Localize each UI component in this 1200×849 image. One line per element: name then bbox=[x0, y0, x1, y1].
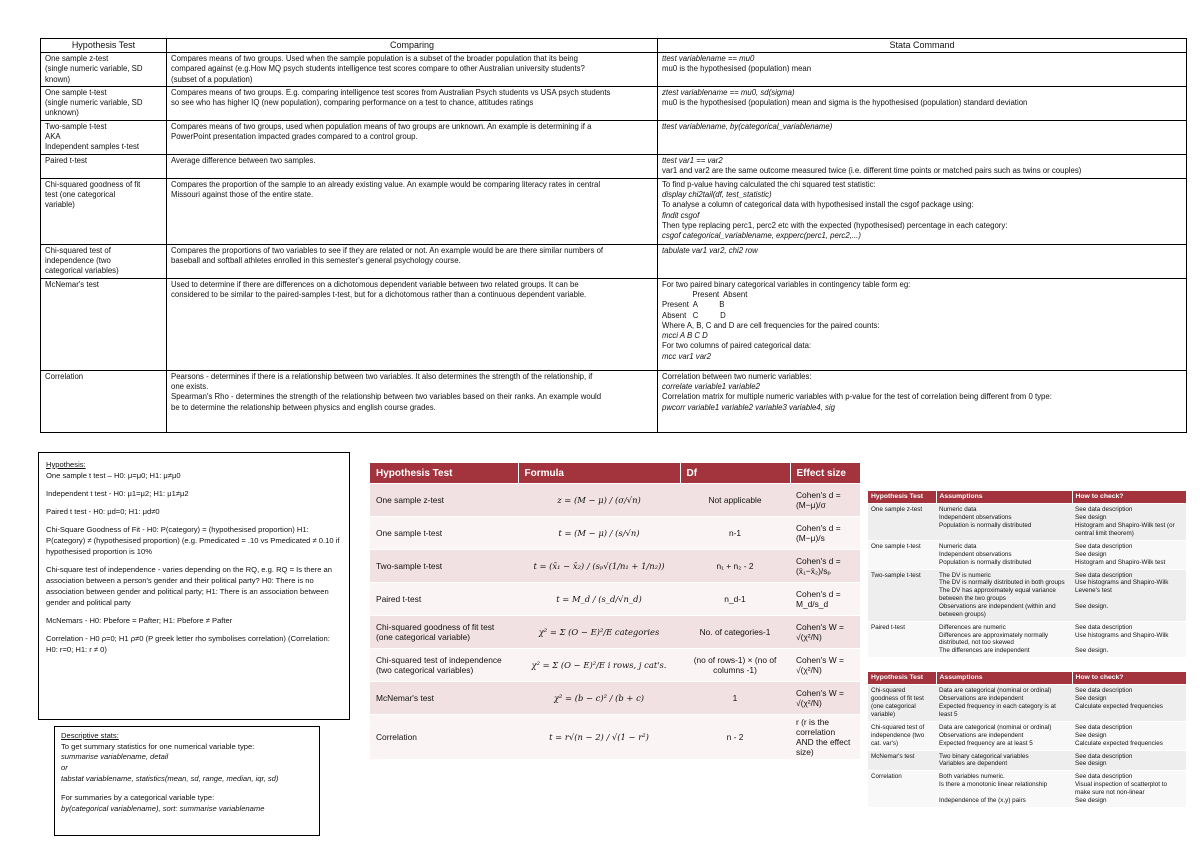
command-line: pwcorr variable1 variable2 variable3 variable4, sig bbox=[662, 402, 835, 412]
command-line: display chi2tail(df, test_statistic) bbox=[662, 189, 772, 199]
table-row bbox=[868, 540, 1186, 569]
main-table-header bbox=[41, 39, 1187, 53]
header-comparing: Comparing bbox=[167, 39, 658, 53]
assumptions-table-1 bbox=[868, 491, 1187, 657]
test-name-line: (single numeric variable, SD bbox=[45, 64, 143, 74]
table-row bbox=[41, 154, 1187, 178]
assumption-test-cell: One sample z-test bbox=[868, 504, 936, 540]
assumptions-table-2 bbox=[868, 672, 1187, 807]
comparing-line: Compares the proportion of the sample to an already existing value. An example would be comparing literacy rates in central bbox=[171, 179, 601, 189]
check-list-cell bbox=[1072, 750, 1186, 771]
assumption-line: Observations are independent bbox=[939, 695, 1024, 703]
table-row bbox=[41, 370, 1187, 432]
hypothesis-test-cell bbox=[41, 178, 167, 244]
assumption-line: The DV has approximately equal variance between the two groups bbox=[939, 587, 1058, 603]
check-line: Calculate expected frequencies bbox=[1075, 739, 1163, 747]
comparing-line: so see who has higher IQ (new population), comparing performance on a test to chance, attitudes ratings bbox=[171, 98, 534, 108]
comparing-cell bbox=[167, 86, 658, 120]
command-line: findit csgof bbox=[662, 210, 700, 220]
table-row bbox=[868, 721, 1186, 750]
formula-cell: χ² = (b − c)² / (b + c) bbox=[518, 682, 680, 715]
command-line: To analyse a column of categorical data with hypothesised install the csgof package using: bbox=[662, 200, 974, 210]
hypothesis-paragraph: Correlation - H0 ρ=0; H1 ρ≠0 (P greek letter rho symbolises correlation) (Correlation: H0: r=0; H1: r ≠ 0) bbox=[46, 634, 330, 654]
df-cell: n₁ + n₂ - 2 bbox=[680, 550, 790, 583]
formula-cell: t = r√(n − 2) / √(1 − r²) bbox=[518, 715, 680, 760]
hypothesis-paragraph: McNemars - H0: Pbefore = Pafter; H1: Pbefore ≠ Pafter bbox=[46, 616, 233, 625]
assumption-line bbox=[939, 789, 1069, 797]
effect-size-cell: Cohen's d = (M−μ)/s bbox=[790, 517, 860, 550]
table-row bbox=[370, 484, 860, 517]
formula-header-test: Hypothesis Test bbox=[370, 463, 518, 484]
assumption-list-cell bbox=[936, 540, 1072, 569]
assumption-line: The DV is normally distributed in both groups bbox=[939, 579, 1065, 587]
table-row bbox=[370, 550, 860, 583]
command-line: mcc var1 var2 bbox=[662, 351, 711, 361]
command-line: To find p-value having calculated the chi squared test statistic: bbox=[662, 179, 876, 189]
assumption-test-cell: Two-sample t-test bbox=[868, 569, 936, 621]
assumption-line: Data are categorical (nominal or ordinal) bbox=[939, 723, 1052, 731]
hypothesis-list bbox=[46, 470, 342, 655]
descriptive-line: For summaries by a categorical variable type: bbox=[61, 793, 215, 803]
table-row bbox=[370, 649, 860, 682]
assumption-line: Observations are independent bbox=[939, 731, 1024, 739]
assumption-line: Data are categorical (nominal or ordinal) bbox=[939, 687, 1052, 695]
check-line: Visual inspection of scatterplot to make sure not non-linear bbox=[1075, 781, 1169, 796]
table-row bbox=[370, 715, 860, 760]
assumption-line: Differences are numeric bbox=[939, 623, 1006, 631]
check-line: See data description bbox=[1075, 773, 1133, 781]
stata-command-cell bbox=[658, 370, 1187, 432]
formula-table bbox=[370, 463, 861, 759]
assumptions-1-header bbox=[868, 491, 1186, 504]
table-row bbox=[868, 685, 1186, 721]
check-list-cell bbox=[1072, 771, 1186, 807]
check-line: See design bbox=[1075, 796, 1107, 804]
assumption-line: Independent observations bbox=[939, 550, 1012, 558]
check-line: See design. bbox=[1075, 603, 1109, 611]
formula-cell: z = (M − μ) / (σ/√n) bbox=[518, 484, 680, 517]
descriptive-line: or bbox=[61, 762, 68, 772]
test-name-line: Chi-squared goodness of fit bbox=[45, 179, 141, 189]
table-row bbox=[370, 517, 860, 550]
descriptive-line bbox=[61, 784, 313, 793]
assumption-test-cell: Chi-squared goodness of fit test (one categorical variable) bbox=[868, 685, 936, 721]
comparing-cell bbox=[167, 278, 658, 370]
check-line: Calculate expected frequencies bbox=[1075, 703, 1163, 711]
test-name-line: McNemar's test bbox=[45, 279, 99, 289]
command-line: mu0 is the hypothesised (population) mean bbox=[662, 64, 812, 74]
assumption-test-cell: One sample t-test bbox=[868, 540, 936, 569]
table-row bbox=[868, 750, 1186, 771]
assumption-list-cell bbox=[936, 771, 1072, 807]
command-line: Present A B bbox=[662, 300, 725, 310]
command-line: ttest variablename, by(categorical_variablename) bbox=[662, 121, 833, 131]
assumptions-2-header-check: How to check? bbox=[1072, 672, 1186, 685]
assumption-test-cell: McNemar's test bbox=[868, 750, 936, 771]
formula-test-cell: One sample z-test bbox=[370, 484, 518, 517]
assumption-line: Independence of the (x,y) pairs bbox=[939, 796, 1026, 804]
df-cell: 1 bbox=[680, 682, 790, 715]
test-name-line: One sample z-test bbox=[45, 54, 109, 63]
formula-test-cell: Paired t-test bbox=[370, 583, 518, 616]
table-row bbox=[868, 621, 1186, 657]
table-row bbox=[41, 86, 1187, 120]
command-line: ttest var1 == var2 bbox=[662, 155, 723, 165]
df-cell: No. of categories-1 bbox=[680, 616, 790, 649]
check-list-cell bbox=[1072, 504, 1186, 540]
command-line: csgof categorical_variablename, expperc(perc1, perc2,...) bbox=[662, 231, 861, 241]
hypothesis-paragraph: One sample t test – H0: μ=μ0; H1: μ≠μ0 bbox=[46, 471, 181, 480]
descriptive-line: To get summary statistics for one numerical variable type: bbox=[61, 741, 255, 751]
command-line: For two paired binary categorical variables in contingency table form eg: bbox=[662, 279, 911, 289]
assumption-line: The differences are independent bbox=[939, 647, 1030, 655]
descriptive-line: tabstat variablename, statistics(mean, sd, range, median, iqr, sd) bbox=[61, 773, 279, 783]
check-line: Use histograms and Shapiro-Wilk bbox=[1075, 579, 1169, 587]
formula-test-cell: One sample t-test bbox=[370, 517, 518, 550]
check-list-cell bbox=[1072, 569, 1186, 621]
check-line: See data description bbox=[1075, 506, 1133, 514]
assumptions-1-header-check: How to check? bbox=[1072, 491, 1186, 504]
effect-size-cell: Cohen's d = M_d/s_d bbox=[790, 583, 860, 616]
comparing-line: Used to determine if there are differences on a dichotomous dependent variable between two related groups. It can be bbox=[171, 279, 579, 289]
assumption-line: Two binary categorical variables bbox=[939, 752, 1029, 760]
df-cell: n-1 bbox=[680, 517, 790, 550]
effect-size-cell: Cohen's W = √(χ²/N) bbox=[790, 649, 860, 682]
formula-cell: χ² = Σ (O − E)²/E i rows, j cat's. bbox=[518, 649, 680, 682]
assumptions-2-header-test: Hypothesis Test bbox=[868, 672, 936, 685]
command-line: ztest variablename == mu0, sd(sigma) bbox=[662, 87, 795, 97]
table-row bbox=[868, 504, 1186, 540]
command-line: ttest variablename == mu0 bbox=[662, 54, 755, 63]
test-name-line: Chi-squared test of bbox=[45, 245, 111, 255]
command-line: mcci A B C D bbox=[662, 331, 708, 341]
header-stata-command: Stata Command bbox=[658, 39, 1187, 53]
table-row bbox=[41, 53, 1187, 87]
assumption-line: Expected frequency in each category is at least 5 bbox=[939, 703, 1058, 719]
hypothesis-test-cell bbox=[41, 154, 167, 178]
assumption-list-cell bbox=[936, 750, 1072, 771]
stata-command-cell bbox=[658, 244, 1187, 278]
formula-test-cell: Two-sample t-test bbox=[370, 550, 518, 583]
test-name-line: unknown) bbox=[45, 108, 79, 118]
effect-size-cell: r (r is the correlation AND the effect size) bbox=[790, 715, 860, 760]
assumption-line: Variables are dependent bbox=[939, 760, 1008, 768]
assumptions-1-header-test: Hypothesis Test bbox=[868, 491, 936, 504]
assumption-list-cell bbox=[936, 721, 1072, 750]
comparing-line: Spearman's Rho - determines the strength of the relationship between two variables based on their ranks. An example would bbox=[171, 392, 602, 402]
check-line: See design bbox=[1075, 760, 1107, 768]
effect-size-cell: Cohen's d = (x̄₁−x̄₂)/sₚ bbox=[790, 550, 860, 583]
assumption-line: Numeric data bbox=[939, 542, 977, 550]
hypothesis-paragraph: Chi-Square Goodness of Fit - H0: P(category) = (hypothesised proportion) H1: P(category) ≠ (hypothesised proportion) (e.g. Pmedicated = .10 vs Pmedicated ≠ 0.10 if hypothesised proportion is 10% bbox=[46, 525, 340, 556]
effect-size-cell: Cohen's W = √(χ²/N) bbox=[790, 616, 860, 649]
command-line: Where A, B, C and D are cell frequencies for the paired counts: bbox=[662, 320, 880, 330]
table-row bbox=[41, 178, 1187, 244]
assumption-line: Population is normally distributed bbox=[939, 558, 1032, 566]
comparing-line: Compares means of two groups, used when population means of two groups are unknown. An example is determining if a bbox=[171, 121, 592, 131]
hypothesis-test-cell bbox=[41, 244, 167, 278]
check-line: Use histograms and Shapiro-Wilk bbox=[1075, 631, 1169, 639]
assumption-line: Observations are independent (within and between groups) bbox=[939, 602, 1058, 618]
test-name-line: (single numeric variable, SD bbox=[45, 98, 143, 108]
comparing-line: Missouri against those of the entire state. bbox=[171, 189, 314, 199]
formula-test-cell: McNemar's test bbox=[370, 682, 518, 715]
check-list-cell bbox=[1072, 621, 1186, 657]
command-line: Correlation between two numeric variables: bbox=[662, 371, 812, 381]
hypothesis-paragraph: Paired t test - H0: μd=0; H1: μd≠0 bbox=[46, 507, 160, 516]
formula-header-effect: Effect size bbox=[790, 463, 860, 484]
command-line: mu0 is the hypothesised (population) mean and sigma is the hypothesised (population) standard deviation bbox=[662, 98, 1028, 108]
comparing-line: compared against (e.g.How MQ psych students intelligence test scores compare to other Australian university students? bbox=[171, 64, 585, 74]
formula-header-df: Df bbox=[680, 463, 790, 484]
descriptive-stats-box bbox=[54, 726, 320, 836]
assumption-line: Is there a monotonic linear relationship bbox=[939, 781, 1048, 789]
test-name-line: Independent samples t-test bbox=[45, 142, 140, 152]
formula-cell: t = (M − μ) / (s/√n) bbox=[518, 517, 680, 550]
hypothesis-test-cell bbox=[41, 120, 167, 154]
table-row bbox=[868, 569, 1186, 621]
check-list-cell bbox=[1072, 685, 1186, 721]
command-line: var1 and var2 are the same outcome measured twice (i.e. different time points or matched pairs such as twins or couples) bbox=[662, 165, 1082, 175]
comparing-line: Compares the proportions of two variables to see if they are related or not. An example would be are there similar numbers of bbox=[171, 245, 604, 255]
table-row bbox=[370, 616, 860, 649]
assumption-line: Differences are approximately normally distributed, not too skewed bbox=[939, 631, 1050, 647]
hypothesis-paragraph: Independent t test - H0: μ1=μ2; H1: μ1≠μ2 bbox=[46, 489, 189, 498]
check-line: See design bbox=[1075, 514, 1107, 522]
command-line: tabulate var1 var2, chi2 row bbox=[662, 245, 758, 255]
assumptions-2-header-assumptions: Assumptions bbox=[936, 672, 1072, 685]
header-hypothesis-test: Hypothesis Test bbox=[41, 39, 167, 53]
check-line: See data description bbox=[1075, 542, 1133, 550]
comparing-line: Average difference between two samples. bbox=[171, 155, 316, 165]
assumption-line: Numeric data bbox=[939, 506, 977, 514]
check-line: See data description bbox=[1075, 623, 1133, 631]
stata-command-cell bbox=[658, 120, 1187, 154]
comparing-line: Compares means of two groups. Used when the sample population is a subset of the broader population that its being bbox=[171, 54, 578, 63]
effect-size-cell: Cohen's W = √(χ²/N) bbox=[790, 682, 860, 715]
command-line: For two columns of paired categorical data: bbox=[662, 341, 812, 351]
df-cell: n - 2 bbox=[680, 715, 790, 760]
check-line: See data description bbox=[1075, 571, 1133, 579]
check-list-cell bbox=[1072, 540, 1186, 569]
assumption-line: The DV is numeric bbox=[939, 571, 991, 579]
df-cell: (no of rows-1) × (no of columns -1) bbox=[680, 649, 790, 682]
assumption-line: Population is normally distributed bbox=[939, 522, 1032, 530]
comparing-cell bbox=[167, 120, 658, 154]
comparing-line: (subset of a population) bbox=[171, 74, 253, 84]
descriptive-line: summarise variablename, detail bbox=[61, 752, 169, 762]
table-row bbox=[41, 278, 1187, 370]
comparing-cell bbox=[167, 178, 658, 244]
comparing-cell bbox=[167, 53, 658, 87]
hypothesis-test-cell bbox=[41, 370, 167, 432]
stata-command-cell bbox=[658, 178, 1187, 244]
table-row bbox=[41, 120, 1187, 154]
stata-command-cell bbox=[658, 154, 1187, 178]
stata-command-cell bbox=[658, 86, 1187, 120]
comparing-line: one exists. bbox=[171, 381, 209, 391]
check-line bbox=[1075, 639, 1183, 647]
test-name-line: test (one categorical bbox=[45, 189, 116, 199]
test-name-line: AKA bbox=[45, 131, 61, 141]
formula-test-cell: Correlation bbox=[370, 715, 518, 760]
assumption-test-cell: Chi-squared test of independence (two cat. var's) bbox=[868, 721, 936, 750]
table-row bbox=[370, 682, 860, 715]
assumptions-2-header bbox=[868, 672, 1186, 685]
comparing-line: be to determine the relationship between physics and english course grades. bbox=[171, 402, 436, 412]
assumption-line: Both variables numeric. bbox=[939, 773, 1005, 781]
test-name-line: Paired t-test bbox=[45, 155, 88, 165]
formula-cell: t = (x̄₁ − x̄₂) / (sₚ√(1/n₁ + 1/n₂)) bbox=[518, 550, 680, 583]
hypothesis-paragraph: Chi-square test of independence - varies depending on the RQ, e.g. RQ = Is there an association between a person's gender and their political party? H0: There is no association between gender and political party; H1: There is an association between gender and political party bbox=[46, 565, 332, 607]
hypothesis-test-cell bbox=[41, 86, 167, 120]
test-name-line: Two-sample t-test bbox=[45, 121, 107, 131]
check-line bbox=[1075, 595, 1183, 603]
assumption-line: Expected frequency are at least 5 bbox=[939, 739, 1033, 747]
test-name-line: Correlation bbox=[45, 371, 84, 381]
test-name-line: known) bbox=[45, 74, 71, 84]
assumptions-1-header-assumptions: Assumptions bbox=[936, 491, 1072, 504]
comparing-cell bbox=[167, 154, 658, 178]
command-line: Absent C D bbox=[662, 310, 726, 320]
command-line: correlate variable1 variable2 bbox=[662, 381, 760, 391]
check-line: Histogram and Shapiro-Wilk test bbox=[1075, 558, 1166, 566]
assumption-test-cell: Correlation bbox=[868, 771, 936, 807]
formula-table-header bbox=[370, 463, 860, 484]
comparing-line: Compares means of two groups. E.g. comparing intelligence test scores from Australian Psych students vs USA psych students bbox=[171, 87, 611, 97]
table-row bbox=[868, 771, 1186, 807]
assumption-list-cell bbox=[936, 621, 1072, 657]
check-line: See data description bbox=[1075, 752, 1133, 760]
assumption-line: Independent observations bbox=[939, 514, 1012, 522]
comparing-cell bbox=[167, 370, 658, 432]
command-line: Present Absent bbox=[662, 289, 748, 299]
descriptive-title: Descriptive stats: bbox=[61, 731, 119, 740]
check-list-cell bbox=[1072, 721, 1186, 750]
df-cell: n_d-1 bbox=[680, 583, 790, 616]
test-name-line: categorical variables) bbox=[45, 266, 119, 276]
test-name-line: independence (two bbox=[45, 255, 111, 265]
test-name-line: One sample t-test bbox=[45, 87, 107, 97]
stata-command-cell bbox=[658, 278, 1187, 370]
comparing-line: baseball and softball athletes enrolled in this semester's general psychology course. bbox=[171, 255, 461, 265]
formula-cell: t = M_d / (s_d/√n_d) bbox=[518, 583, 680, 616]
assumption-list-cell bbox=[936, 504, 1072, 540]
comparing-line: Pearsons - determines if there is a relationship between two variables. It also determines the strength of the relationship, if bbox=[171, 371, 593, 381]
comparing-line: PowerPoint presentation impacted grades compared to a control group. bbox=[171, 131, 418, 141]
check-line: See data description bbox=[1075, 687, 1133, 695]
table-row bbox=[370, 583, 860, 616]
hypothesis-box bbox=[38, 452, 350, 720]
check-line: Histogram and Shapiro-Wilk test (or central limit theorem) bbox=[1075, 522, 1177, 538]
hypothesis-title: Hypothesis: bbox=[46, 460, 86, 469]
formula-header-formula: Formula bbox=[518, 463, 680, 484]
assumption-list-cell bbox=[936, 569, 1072, 621]
comparing-line: considered to be similar to the paired-samples t-test, but for a dichotomous rather than a continuous dependent variable. bbox=[171, 289, 587, 299]
test-name-line: variable) bbox=[45, 200, 75, 210]
stata-command-cell bbox=[658, 53, 1187, 87]
df-cell: Not applicable bbox=[680, 484, 790, 517]
descriptive-line: by(categorical variablename), sort: summarise variablename bbox=[61, 803, 265, 813]
check-line: See design bbox=[1075, 695, 1107, 703]
command-line: Correlation matrix for multiple numeric variables with p-value for the test of correlation being different from 0 type: bbox=[662, 392, 1052, 402]
effect-size-cell: Cohen's d = (M−μ)/σ bbox=[790, 484, 860, 517]
check-line: See design. bbox=[1075, 647, 1109, 655]
hypothesis-test-cell bbox=[41, 278, 167, 370]
assumption-test-cell: Paired t-test bbox=[868, 621, 936, 657]
check-line: See data description bbox=[1075, 723, 1133, 731]
check-line: See design bbox=[1075, 731, 1107, 739]
check-line: See design bbox=[1075, 550, 1107, 558]
hypothesis-test-cell bbox=[41, 53, 167, 87]
command-line: Then type replacing perc1, perc2 etc with the expected (hypothesised) percentage in each category: bbox=[662, 220, 1008, 230]
table-row bbox=[41, 244, 1187, 278]
descriptive-lines bbox=[61, 742, 313, 815]
check-line: Levene's test bbox=[1075, 587, 1112, 595]
comparing-cell bbox=[167, 244, 658, 278]
main-test-table bbox=[40, 38, 1187, 433]
formula-test-cell: Chi-squared test of independence (two categorical variables) bbox=[370, 649, 518, 682]
formula-cell: χ² = Σ (O − E)²/E categories bbox=[518, 616, 680, 649]
formula-test-cell: Chi-squared goodness of fit test (one categorical variable) bbox=[370, 616, 518, 649]
assumption-list-cell bbox=[936, 685, 1072, 721]
